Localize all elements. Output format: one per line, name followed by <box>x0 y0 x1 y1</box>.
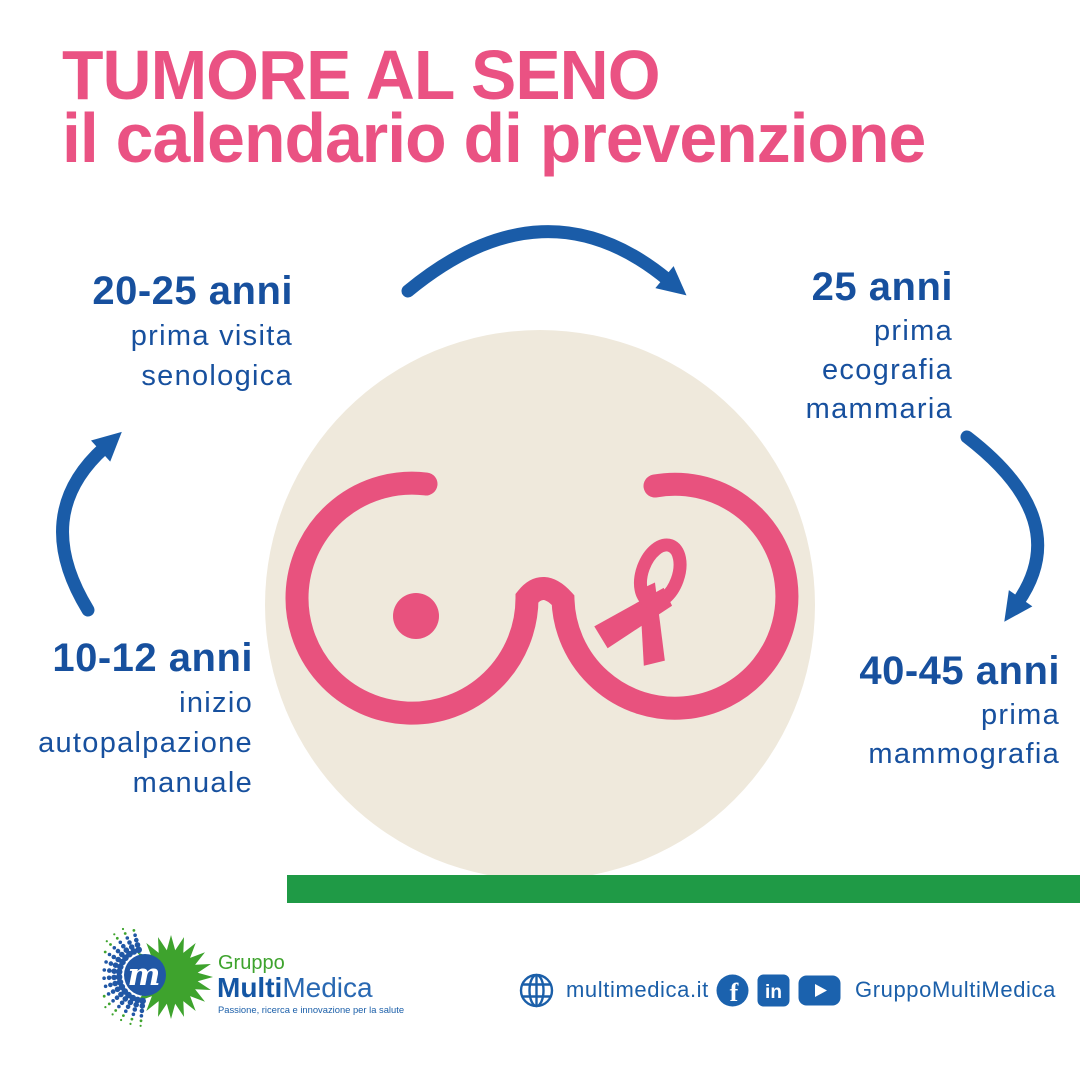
facebook-glyph: f <box>729 977 739 1007</box>
milestone-description-line: prima visita <box>130 320 293 352</box>
social-handle-text: GruppoMultiMedica <box>855 977 1056 1002</box>
milestone-age: 20-25 anni <box>92 269 293 313</box>
breast-illustration <box>265 330 815 880</box>
milestone-description <box>0 683 253 803</box>
youtube-icon <box>798 975 841 1006</box>
nipple-dot <box>393 593 439 639</box>
arrow-left-icon <box>63 448 104 610</box>
logo-brand-multi: Multi <box>217 972 283 1003</box>
milestone-description-line: manuale <box>132 767 253 799</box>
milestone-10-12 <box>0 635 253 803</box>
arrow-top-icon <box>408 232 668 291</box>
milestone-description-line: ecografia <box>822 354 953 386</box>
milestone-description-line: mammaria <box>805 393 953 425</box>
arrow-right-icon <box>967 437 1038 602</box>
title-line-1: TUMORE AL SENO <box>62 36 660 114</box>
logo-brand-medica: Medica <box>282 972 373 1003</box>
title-line-2: il calendario di prevenzione <box>62 99 926 177</box>
milestone-description-line: autopalpazione <box>38 727 253 759</box>
logo-monogram: m <box>127 957 161 993</box>
milestone-description-line: inizio <box>179 687 253 719</box>
milestone-description-line: prima <box>873 315 953 347</box>
logo-tagline: Passione, ricerca e innovazione per la salute <box>218 1004 405 1015</box>
website-text: multimedica.it <box>566 977 709 1002</box>
facebook-icon <box>716 974 749 1007</box>
social-group <box>716 971 1056 1009</box>
page-title <box>62 36 926 177</box>
milestone-description-line: prima <box>980 699 1060 731</box>
linkedin-icon <box>757 974 790 1007</box>
linkedin-glyph: in <box>765 981 782 1003</box>
logo-brand <box>217 972 373 1003</box>
milestone-description-line: mammografia <box>868 738 1060 770</box>
milestone-age: 40-45 anni <box>859 649 1060 693</box>
website-group <box>518 971 709 1009</box>
green-divider-bar <box>287 875 1080 903</box>
milestone-description <box>0 316 293 396</box>
milestone-age: 25 anni <box>811 265 953 309</box>
beige-circle <box>265 330 815 880</box>
logo-gruppo: Gruppo <box>218 952 285 974</box>
globe-icon <box>518 972 555 1009</box>
milestone-age: 10-12 anni <box>52 636 253 680</box>
multimedica-logo <box>100 925 430 1035</box>
milestone-20-25 <box>0 268 293 396</box>
milestone-description-line: senologica <box>141 360 293 392</box>
